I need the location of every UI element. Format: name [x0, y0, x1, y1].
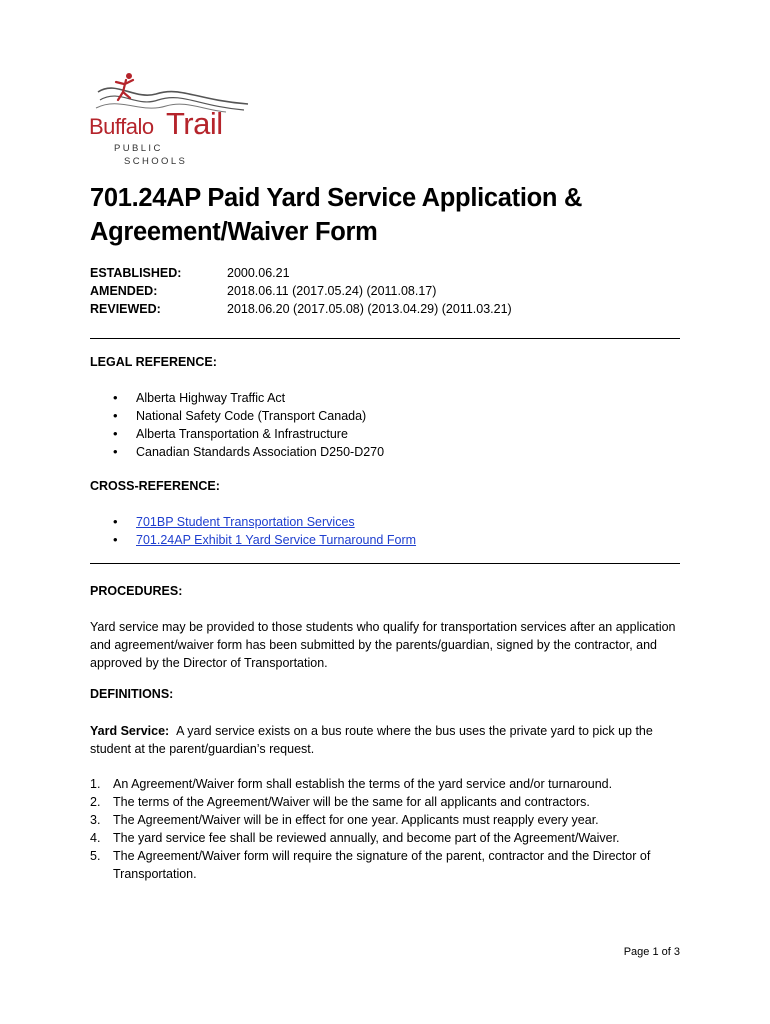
link-student-transportation[interactable]: 701BP Student Transportation Services: [136, 515, 355, 529]
list-number: 5.: [90, 849, 101, 863]
list-item: [90, 829, 682, 847]
logo-text-buffalo: Buffalo: [89, 114, 154, 139]
meta-label: REVIEWED:: [90, 302, 161, 316]
meta-label: ESTABLISHED:: [90, 266, 182, 280]
procedure-list: [90, 775, 682, 883]
list-text: The Agreement/Waiver form will require the signature of the parent, contractor and the Director of Transportation.: [113, 849, 651, 881]
procedures-heading: PROCEDURES:: [90, 584, 183, 598]
procedures-text: Yard service may be provided to those students who qualify for transportation services after an application and agreement/waiver form has been submitted by the parents/guardian, signed by the contractor, and approved by the Director of Transportation.: [90, 620, 676, 670]
list-item: • National Safety Code (Transport Canada): [90, 407, 384, 425]
page-number: Page 1 of 3: [623, 946, 680, 958]
meta-amended: [90, 282, 512, 300]
cross-reference-list: [90, 513, 416, 549]
list-item: [90, 847, 682, 883]
list-number: 3.: [90, 813, 101, 827]
list-item: [90, 793, 682, 811]
list-item: [90, 531, 416, 549]
definition-term: Yard Service:: [90, 724, 170, 738]
logo-text-trail: Trail: [166, 106, 223, 141]
document-meta: [90, 264, 512, 318]
logo-text-public: PUBLIC: [114, 143, 163, 154]
list-item: • Alberta Transportation & Infrastructure: [90, 425, 384, 443]
list-item: • Alberta Highway Traffic Act: [90, 389, 384, 407]
list-text: An Agreement/Waiver form shall establish the terms of the yard service and/or turnaround.: [113, 777, 613, 791]
divider: [90, 338, 680, 339]
list-item: • Canadian Standards Association D250-D270: [90, 443, 384, 461]
cross-reference-heading: CROSS-REFERENCE:: [90, 479, 220, 493]
list-item: [90, 775, 682, 793]
list-item: [90, 513, 416, 531]
definitions-heading: DEFINITIONS:: [90, 687, 174, 701]
meta-value: 2000.06.21: [227, 266, 290, 280]
list-number: 4.: [90, 831, 101, 845]
logo-text-schools: SCHOOLS: [124, 156, 188, 167]
meta-value: 2018.06.11 (2017.05.24) (2011.08.17): [227, 284, 437, 298]
meta-reviewed: [90, 300, 512, 318]
document-title: 701.24AP Paid Yard Service Application & Agreement/Waiver Form: [90, 184, 583, 246]
link-yard-service-turnaround-form[interactable]: 701.24AP Exhibit 1 Yard Service Turnaround Form: [136, 533, 417, 547]
divider: [90, 563, 680, 564]
definition-text: A yard service exists on a bus route where the bus uses the private yard to pick up the student at the parent/guardian’s request.: [90, 724, 653, 756]
meta-label: AMENDED:: [90, 284, 158, 298]
list-text: The terms of the Agreement/Waiver will be the same for all applicants and contractors.: [113, 795, 590, 809]
definition-yard-service: [90, 722, 682, 758]
legal-reference-list: [90, 389, 384, 461]
school-logo: [86, 70, 256, 166]
list-item: [90, 811, 682, 829]
list-text: The Agreement/Waiver will be in effect for one year. Applicants must reapply every year.: [113, 813, 599, 827]
legal-reference-heading: LEGAL REFERENCE:: [90, 355, 217, 369]
meta-established: [90, 264, 512, 282]
list-text: The yard service fee shall be reviewed annually, and become part of the Agreement/Waiver.: [113, 831, 620, 845]
list-number: 2.: [90, 795, 101, 809]
list-number: 1.: [90, 777, 101, 791]
meta-value: 2018.06.20 (2017.05.08) (2013.04.29) (2011.03.21): [227, 302, 512, 316]
